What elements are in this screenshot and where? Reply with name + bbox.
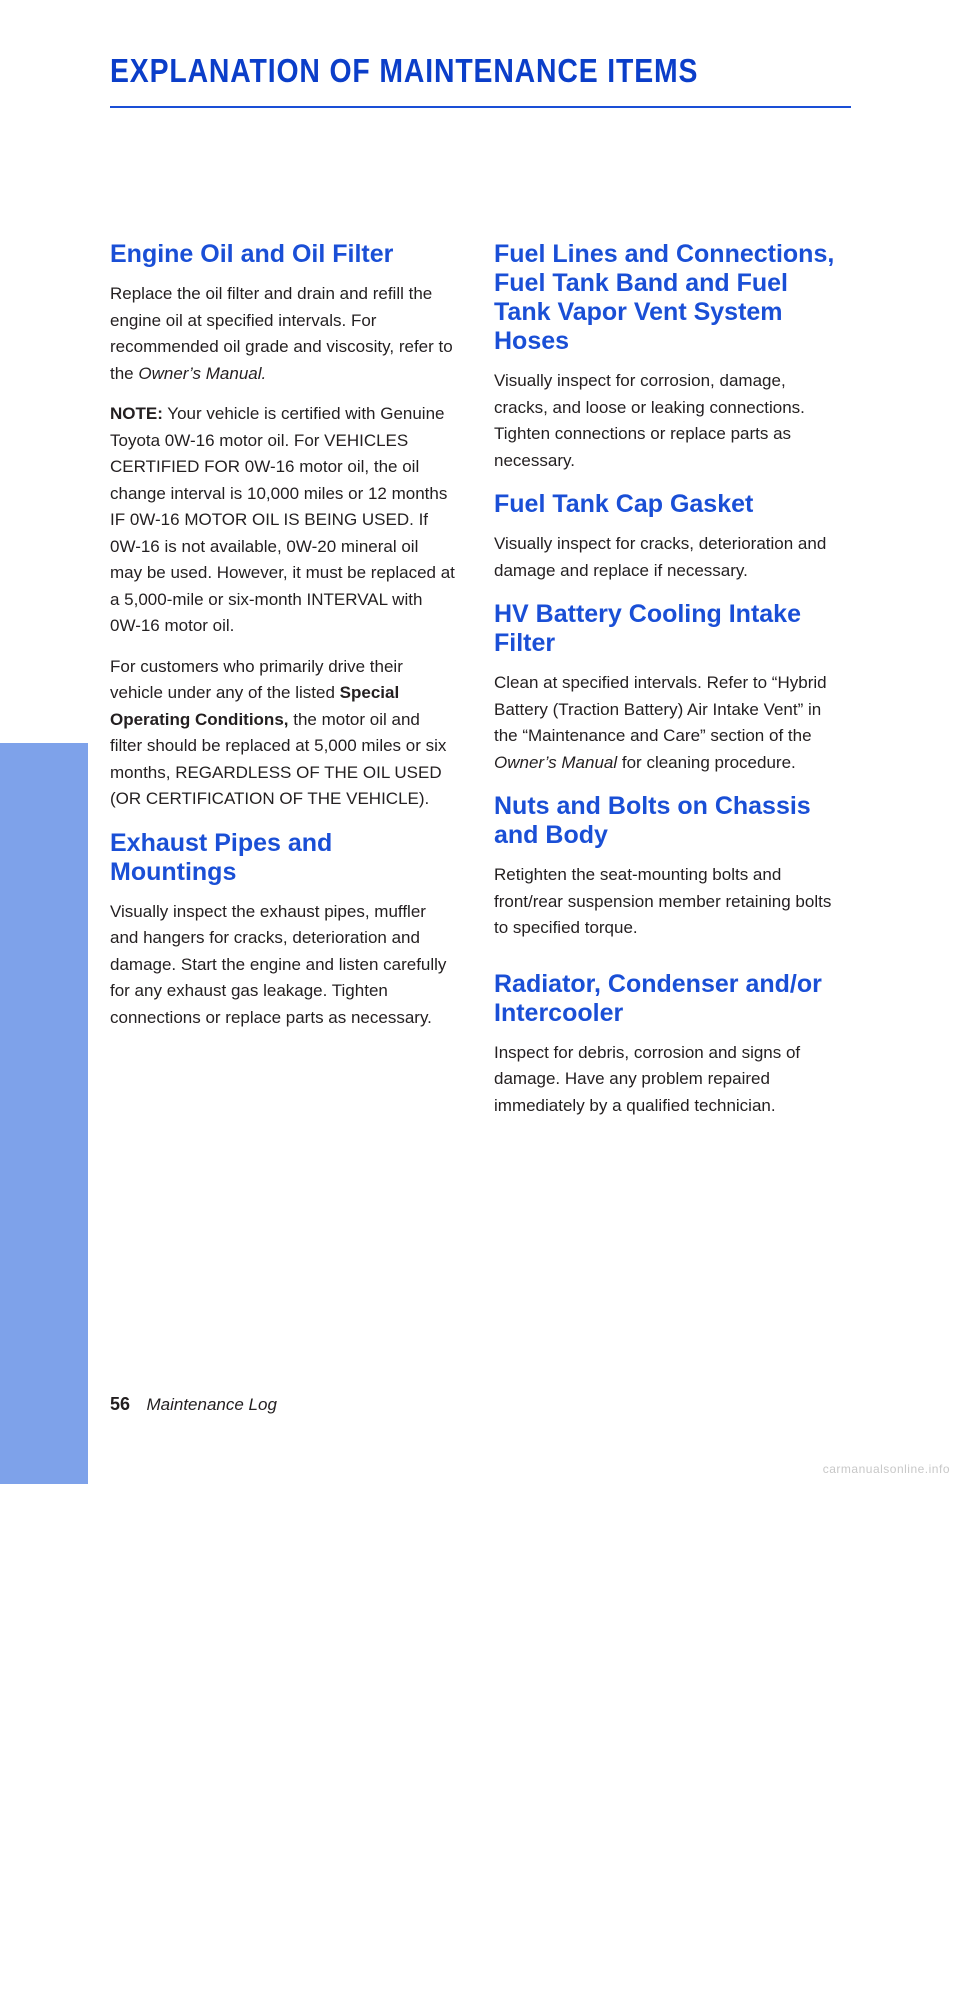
section-paragraph: Visually inspect for corrosion, damage, cracks, and loose or leaking connections. Tighten connections or replace parts as necessary.	[494, 371, 805, 470]
page-title: EXPLANATION OF MAINTENANCE ITEMS	[110, 52, 699, 89]
section-heading: Fuel Tank Cap Gasket	[494, 490, 754, 518]
right-column	[494, 240, 839, 1135]
section-fuel-cap	[494, 490, 839, 584]
paragraph-text: For customers who primarily drive their vehicle under any of the listed	[110, 656, 403, 702]
section-engine-oil	[110, 240, 455, 813]
section-paragraph	[110, 281, 455, 387]
section-heading: HV Battery Cooling Intake Filter	[494, 600, 801, 657]
section-paragraph: Visually inspect for cracks, deterioration and damage and replace if necessary.	[494, 534, 827, 580]
page-number: 56	[110, 1394, 131, 1414]
manual-reference: Owner’s Manual.	[138, 363, 267, 383]
section-heading: Engine Oil and Oil Filter	[110, 240, 394, 268]
special-conditions-reference: Special Operating Conditions,	[110, 683, 400, 729]
section-paragraph: Visually inspect the exhaust pipes, muffler and hangers for cracks, deterioration and damage. Start the engine and listen carefully for any exhaust gas leakage. Tighten connections or replace parts as necessary.	[110, 901, 447, 1027]
section-exhaust	[110, 829, 455, 1032]
note-text: Your vehicle is certified with Genuine Toyota 0W-16 motor oil. For VEHICLES CERTIFIED FOR 0W-16 motor oil, the oil change interval is 10,000 miles or 12 months IF 0W-16 MOTOR OIL IS BEING USED. If 0W-16 is not available, 0W-20 mineral oil may be used. However, it must be replaced at a 5,000-mile or six-month INTERVAL with 0W-16 motor oil.	[110, 404, 455, 635]
section-paragraph	[494, 670, 839, 776]
footer-label: Maintenance Log	[146, 1395, 277, 1414]
note-paragraph	[110, 401, 455, 640]
section-paragraph: Inspect for debris, corrosion and signs of damage. Have any problem repaired immediately by a qualified technician.	[494, 1042, 801, 1115]
section-radiator	[494, 970, 839, 1120]
watermark: carmanualsonline.info	[822, 1462, 950, 1476]
section-heading: Nuts and Bolts on Chassis and Body	[494, 792, 811, 849]
title-divider	[110, 106, 851, 108]
paragraph-text: Clean at specified intervals. Refer to “Hybrid Battery (Traction Battery) Air Intake Vent” in the “Maintenance and Care” section of the	[494, 673, 827, 745]
paragraph-text: Replace the oil filter and drain and refill the engine oil at specified intervals. For recommended oil grade and viscosity, refer to the	[110, 284, 453, 383]
note-label: NOTE:	[110, 404, 163, 423]
section-paragraph: Retighten the seat-mounting bolts and front/rear suspension member retaining bolts to specified torque.	[494, 865, 832, 937]
section-hv-battery	[494, 600, 839, 776]
paragraph-text: the motor oil and filter should be replaced at 5,000 miles or six months, REGARDLESS OF THE OIL USED (OR CERTIFICATION OF THE VEHICLE).	[110, 709, 447, 808]
section-fuel-lines	[494, 240, 839, 474]
paragraph-text: for cleaning procedure.	[617, 752, 796, 772]
section-heading: Exhaust Pipes and Mountings	[110, 828, 333, 886]
side-tab-label: MAINTENANCE	[24, 1696, 63, 2014]
side-tab	[0, 743, 88, 2014]
section-heading: Fuel Lines and Connections, Fuel Tank Band and Fuel Tank Vapor Vent System Hoses	[494, 240, 835, 355]
manual-reference: Owner’s Manual	[494, 752, 618, 772]
left-column	[110, 240, 455, 1047]
page-footer	[110, 1394, 277, 1415]
section-nuts-bolts	[494, 792, 839, 942]
section-paragraph	[110, 654, 455, 813]
section-heading: Radiator, Condenser and/or Intercooler	[494, 969, 822, 1027]
